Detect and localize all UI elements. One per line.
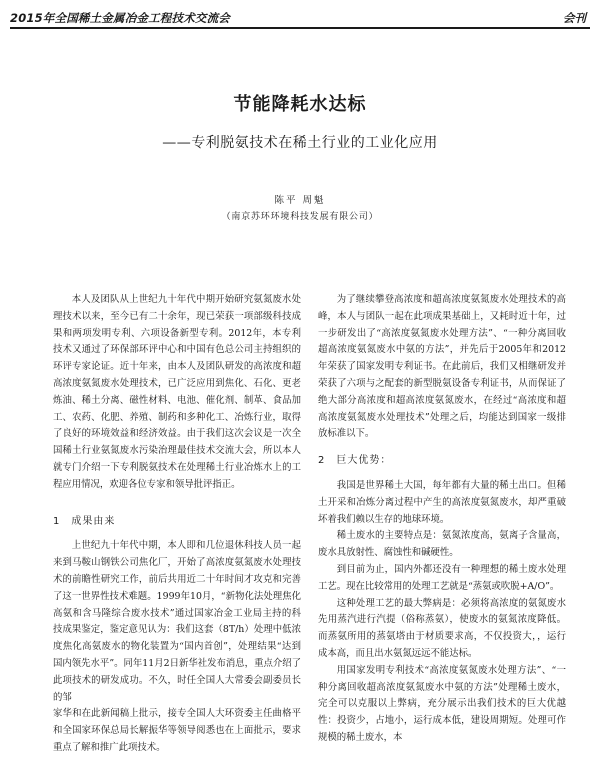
spacer xyxy=(53,494,301,504)
page-header xyxy=(10,8,590,28)
section-2-heading: 2 巨大优势： xyxy=(318,455,392,467)
section-1-paragraph-2: 家华和在此新闻稿上批示，接专全国人大环资委主任曲格平和全国家环保总局长解振华等领导阅悉也在上面批示，要求重点了解和推广此项技术。 xyxy=(53,708,301,753)
right-paragraph-6: 用国家发明专利技术“高浓度氨氮废水处理方法”、“一种分离回收超高浓度氨氮废水中氨的方法”处理稀土废水，完全可以克服以上弊病，充分展示出我们技术的巨大优越性：投资少，占地小，运行成本低，建设周期短。处理可作规模的稀土废水，本 xyxy=(318,664,566,743)
right-paragraph-1: 为了继续攀登高浓度和超高浓度氨氮废水处理技术的高峰，本人与团队一起在此项成果基础上，又耗时近十年，过一步研发出了“高浓度氨氮废水处理方法”、“一种分离回收超高浓度氨氮废水中氨的方法”，并先后于2005年和2012年荣获了国家发明专利证书。在此前后，我们又相继研发并荣获了六项与之配套的新型脱氨设备专利证书，从而保证了绝大部分高浓度和超高浓度氨氮废水，在经过“高浓度和超高浓度氨氮废水处理技术”处理之后，均能达到国家一级排放标准以下。 xyxy=(318,294,566,440)
article-authors: 陈平 周魁 xyxy=(274,195,326,206)
intro-paragraph: 本人及团队从上世纪九十年代中期开始研究氨氮废水处理技术以来，至今已有二十余年，现已荣获一项部级科技成果和两项发明专利、六项设备新型专利。2012年，本专利技术又通过了环保部环评中心和中国有色总公司主持组织的环评专家论证。近十年来，由本人及团队研发的高浓度和超高浓度氨氮废水处理技术，已广泛应用到焦化、石化、更老炼油、稀土分离、磁性材料、电池、催化剂、制革、食品加工、农药、化肥、养殖、制药和多种化工、冶炼行业，取得了良好的环境效益和经济效益。由于我们这次会议是一次全国稀土行业氨氮废水污染治理最佳技术交流大会，所以本人就专门介绍一下专利脱氨技术在处理稀土行业冶炼水上的工程应用情况，欢迎各位专家和领导批评指正。 xyxy=(53,294,301,490)
right-paragraph-2: 我国是世界稀土大国，每年都有大量的稀土出口。但稀土开采和冶炼分离过程中产生的高浓度氨氮废水，却严重破坏着我们赖以生存的地球环境。 xyxy=(318,479,566,525)
article-title: 节能降耗水达标 xyxy=(233,94,367,115)
section-label: 会刊 xyxy=(563,11,586,25)
section-1-paragraph-1: 上世纪九十年代中期，本人即和几位退休科技人员一起来到马鞍山钢铁公司焦化厂，开始了高浓度氨氮废水处理技术的前瞻性研究工作，前后共用近二十年时间才攻克和完善了这一世界性技术难题。1999年10月，“新物化法处理焦化高氨和含马隆综合废水技术”通过国家冶金工业局主持的科技成果鉴定，鉴定意见认为：我们这套（8T/h）处理中低浓度焦化高氨废水的物化装置为“国内首创”，处理结果“达到国内领先水平”。同年11月2日新华社发布消息，重点介绍了此项技术的研发成功。不久，时任全国人大常委会副委员长的邹 xyxy=(53,540,301,703)
right-paragraph-3: 稀土废水的主要特点是：氨氮浓度高，氨离子含量高，废水具放射性、腐蚀性和碱硬性。 xyxy=(318,530,566,559)
section-1-heading: 1 成果由来 xyxy=(53,515,116,527)
conference-name: 2015年全国稀土金属冶金工程技术交流会 xyxy=(10,11,231,25)
header-rule xyxy=(10,27,590,29)
article-subtitle: ——专利脱氨技术在稀土行业的工业化应用 xyxy=(162,135,438,151)
right-paragraph-4: 到目前为止，国内外都还没有一种理想的稀土废水处理工艺。现在比较常用的处理工艺就是“蒸氨或吹脱+A/O”。 xyxy=(318,563,566,592)
right-column xyxy=(318,292,566,747)
right-paragraph-5: 这种处理工艺的最大弊病是：必须将高浓度的氨氮废水先用蒸汽进行汽提（俗称蒸氨），使废水的氨氮浓度降低。而蒸氨所用的蒸氨塔由于材质要求高，不仅投资大，，运行成本高，而且出水氨氮远远不能达标。 xyxy=(318,597,566,659)
author-affiliation: （南京苏环环境科技发展有限公司） xyxy=(221,212,379,222)
left-column xyxy=(53,292,301,757)
